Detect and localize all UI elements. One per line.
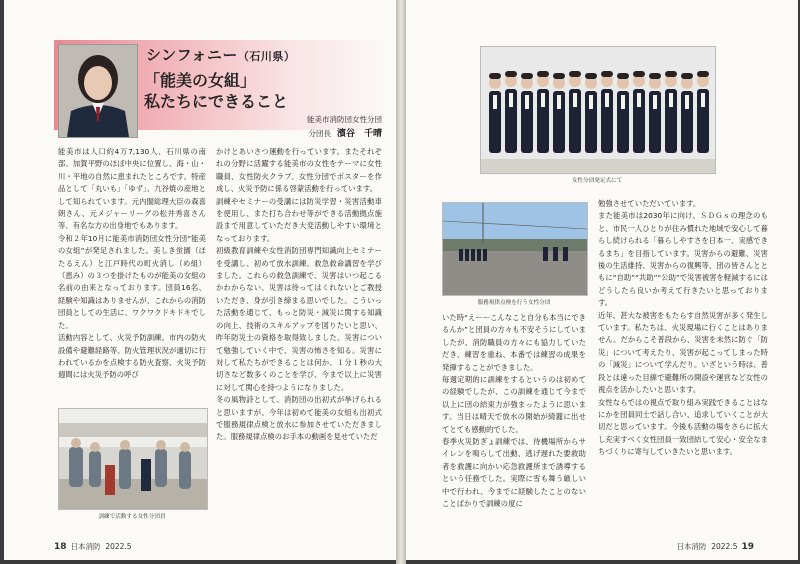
right-page-number: 19 <box>741 542 754 552</box>
author-name: 濱谷 千晴 <box>336 129 382 139</box>
training-photo <box>58 408 208 510</box>
portrait-illustration <box>59 45 137 137</box>
left-body-col1: 能美市は人口約4万7,130人、石川県の南部、加賀平野のほぼ中央に位置し、海・山・川・平地の自然に恵まれたところです。特産品として「丸いも」「ゆず」、九谷焼の産地として知られています。元内閣総理大臣の森喜朗さん、元メジャーリーグの松井秀喜さん等、有名な方の出身地でもあります。 令和２年10月に能美市消防団女性分団“能美の女組”が発足されました。美しき蛍園（ほたるえん）と江戸時代の町火消し（め組）（恵み）の３つを掛けたものが能美の女組の名前の由来となっております。団員16名、経験や知識はありませんが、これからの消防団員としての生活に、ワクワクドキドキでした。 活動内容として、火災予防訓練、市内の防火設備や避難経路等、防火管理状況が適切に行われているかを点検する防火査察、火災予防週間には火災予防の呼び <box>58 147 206 380</box>
author-org: 能美市消防団女性分団 <box>307 115 382 124</box>
group-photo-caption: 女性分団発足式にて <box>571 178 623 184</box>
left-page-number: 18 <box>54 542 67 552</box>
left-body-col2: かけとあいさつ運動を行っています。またそれぞれの分野に活躍する能美市の女性をテーマに女性職員、女性防火クラブ、女性分団でポスターを作成し、火災予防に係る啓蒙活動を行っています。 訓練やセミナーの受講には防災学習・災害活動車を使用し、また打ち合わせ等ができる活動拠点施設まで用意していただき大変活動しやすい環境となっております。 初級教育訓練や女性消防団専門知識向上セミナーを受講し、初めて放水訓練、救急救命講習を学びました。これらの救急訓練で、災害はいつ起こるかわからない、災害は待ってはくれないとご教授いただき、身が引き締まる思いでした。こういった活動を通じて、もっと防災・減災に関する知識の向上、技術のスキルアップを図りたいと思い、昨年防災士の資格を取得致しました。災害について勉強していく中で、災害の怖さを知る。災害に対して私たちができることは何か、１分１秒の大切さなど数多くのことを学び、今まで以上に災害に対して関心を持つようになりました。 冬の風物詩として、消防団の出初式が挙げられると思いますが、今年は初めて能美の女組も出初式で服務規律点検と放水に参加させていただきました。服務規律点検のお手本の動画を見せていただ <box>216 147 382 442</box>
book-spine <box>396 0 406 564</box>
article-title <box>144 70 288 112</box>
left-folio-issue: 2022.5 <box>105 542 132 551</box>
left-folio <box>50 541 132 552</box>
series-name: シンフォニー <box>146 46 238 64</box>
left-page <box>4 0 396 560</box>
right-body-col1: いた時“えーーこんなこと自分も本当にできるんか”と団員の方々も不安そうにしていましたが、消防職員の方々にも協力していただき、練習を重ね、本番では練習の成果を発揮することができました。 毎週定期的に訓練をするというのは初めての経験でしたが、この訓練を通じて今まで以上に団の結束力が強まったように思います。当日は晴天で放水の開始が綺麗に出せてとても感動的でした。 春季火災防ぎょ訓練では、待機場所からサイレンを鳴らして出動、逃げ遅れた要救助者を救護に向かい応急救護所まで誘導するという任務でした。実際に雪も舞う厳しい中で行われ、今までに経験したことのないことばかりで訓練の度に <box>442 313 586 509</box>
inspection-photo-caption: 服務規律点検を行う女性分団 <box>477 300 551 306</box>
inspection-photo-illustration <box>443 203 587 295</box>
group-photo <box>480 46 716 174</box>
right-page <box>406 0 798 560</box>
article-title-line2: 私たちにできること <box>144 92 289 111</box>
training-photo-caption: 訓練で活動する女性分団員 <box>98 514 166 520</box>
group-photo-illustration <box>481 47 715 173</box>
series-prefecture: （石川県） <box>237 50 296 63</box>
article-title-line1: 「能美の女組」 <box>144 71 257 90</box>
left-folio-magazine: 日本消防 <box>70 542 101 551</box>
inspection-photo <box>442 202 588 296</box>
author-byline <box>308 126 382 139</box>
right-folio <box>676 541 758 552</box>
series-title <box>146 44 295 65</box>
right-body-col2: 勉強させていただいています。 また能美市は2030年に向け、ＳＤＧｓの理念のもと、市民一人ひとりが住み慣れた地域で安心して暮らし続けられる「暮らしやすさを日本一、実感できるまち」を目指しています。災害からの避難、災害後の生活維持、災害からの復興等、団の皆さんとともに“自助”“共助”“公助”で災害被害を軽減するにはどうしたら良いか考えて行きたいと思っております。 近年、甚大な被害をもたらす自然災害が多く発生しています。私たちは、火災現場に行くことはありません。だからこそ普段から、災害を未然に防ぐ「防災」について考えたり、災害が起こってしまった時の「減災」について学んだり。いざという時は、普段とは違った目線で避難所の開設や運営など女性の視点を活かしたいと思います。 女性ならではの視点で取り組み実践できることはなにかを団員同士で話し合い、追求していくことが大切だと思っています。今後も活動の場をさらに拡大し充実すべく女性団員一致団結して安心・安全なまちづくりに寄与していきたいと思います。 <box>598 199 768 457</box>
right-folio-magazine: 日本消防 <box>676 542 707 551</box>
training-photo-illustration <box>59 409 207 509</box>
author-role: 分団長 <box>308 129 331 138</box>
author-portrait <box>58 44 138 138</box>
right-folio-issue: 2022.5 <box>711 542 738 551</box>
